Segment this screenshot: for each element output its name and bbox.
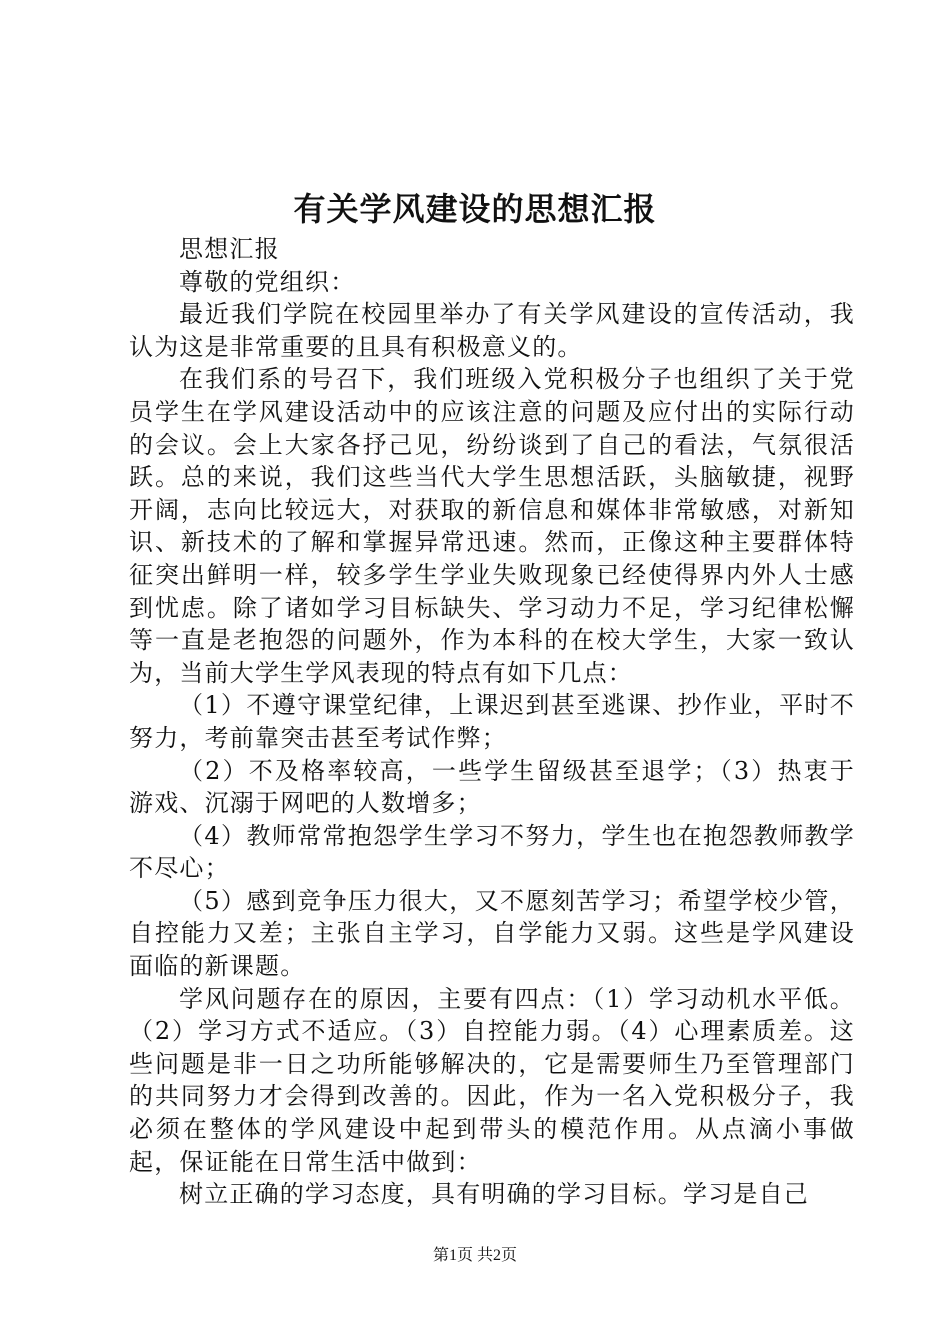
paragraph: 最近我们学院在校园里举办了有关学风建设的宣传活动，我认为这是非常重要的且具有积极意义的。 xyxy=(129,300,855,361)
paragraph: （5）感到竞争压力很大，又不愿刻苦学习；希望学校少管，自控能力又差；主张自主学习，自学能力又弱。这些是学风建设面临的新课题。 xyxy=(129,886,855,981)
document-body xyxy=(129,233,855,1211)
paragraph: 在我们系的号召下，我们班级入党积极分子也组织了关于党员学生在学风建设活动中的应该注意的问题及应付出的实际行动的会议。会上大家各抒己见，纷纷谈到了自己的看法，气氛很活跃。总的来说，我们这些当代大学生思想活跃，头脑敏捷，视野开阔，志向比较远大，对获取的新信息和媒体非常敏感，对新知识、新技术的了解和掌握异常迅速。然而，正像这种主要群体特征突出鲜明一样，较多学生学业失败现象已经使得界内外人士感到忧虑。除了诸如学习目标缺失、学习动力不足，学习纪律松懈等一直是老抱怨的问题外，作为本科的在校大学生，大家一致认为，当前大学生学风表现的特点有如下几点： xyxy=(129,365,855,687)
paragraph-heading: 思想汇报 xyxy=(179,235,280,263)
paragraph: 树立正确的学习态度，具有明确的学习目标。学习是自己 xyxy=(179,1180,809,1209)
paragraph: （1）不遵守课堂纪律，上课迟到甚至逃课、抄作业，平时不努力，考前靠突击甚至考试作弊； xyxy=(129,691,855,752)
document-title: 有关学风建设的思想汇报 xyxy=(293,190,657,228)
paragraph: （2）不及格率较高，一些学生留级甚至退学；（3）热衷于游戏、沉溺于网吧的人数增多； xyxy=(129,756,855,818)
page-number: 第1页 共2页 xyxy=(432,1247,517,1264)
paragraph-salutation: 尊敬的党组织： xyxy=(179,267,356,296)
paragraph: 学风问题存在的原因，主要有四点：（1）学习动机水平低。（2）学习方式不适应。（3）自控能力弱。（4）心理素质差。这些问题是非一日之功所能够解决的，它是需要师生乃至管理部门的共同努力才会得到改善的。因此，作为一名入党积极分子，我必须在整体的学风建设中起到带头的模范作用。从点滴小事做起，保证能在日常生活中做到： xyxy=(129,984,855,1176)
paragraph: （4）教师常常抱怨学生学习不努力，学生也在抱怨教师教学不尽心； xyxy=(129,821,855,883)
